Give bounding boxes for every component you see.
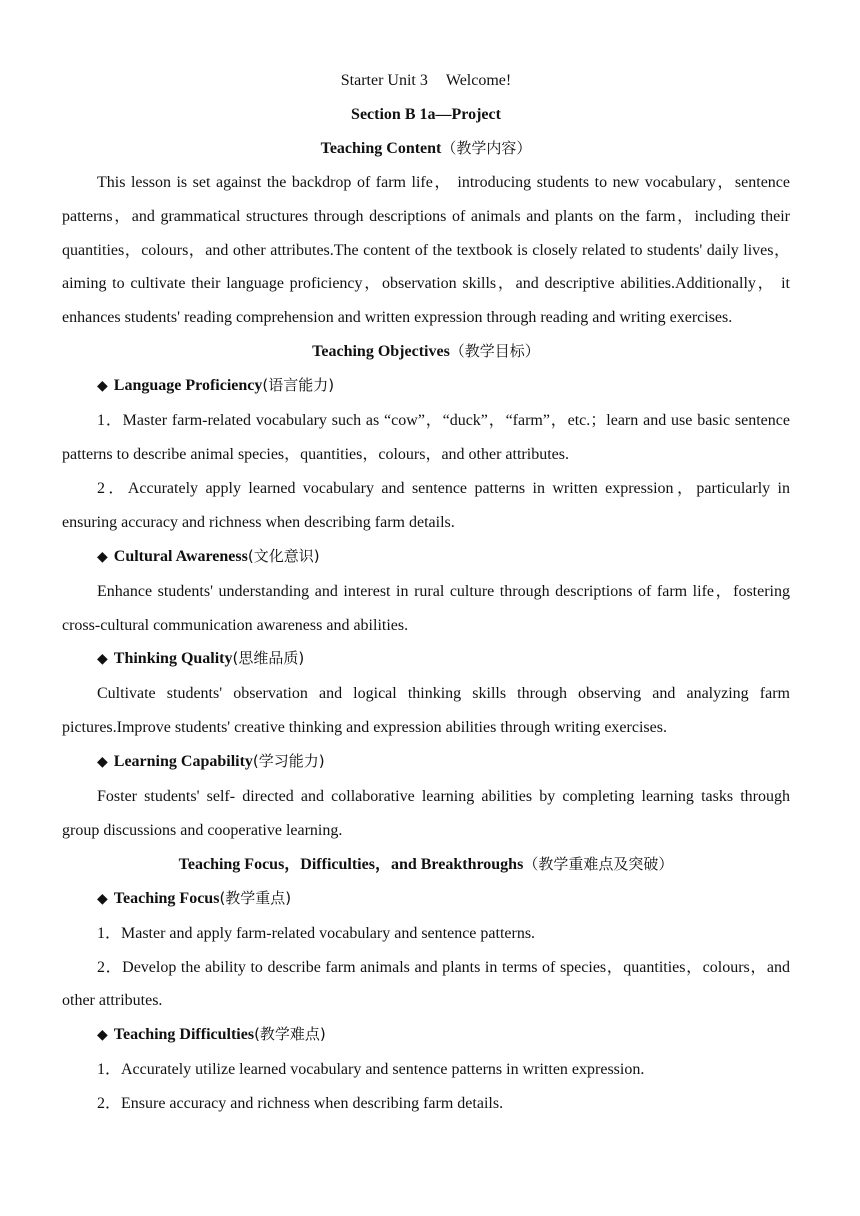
language-proficiency-title: Language Proficiency bbox=[113, 377, 263, 395]
learning-capability-title-cn: (学习能力) bbox=[252, 752, 325, 771]
focus-item-1: 1．Master and apply farm-related vocabulary and sentence patterns. bbox=[97, 924, 536, 942]
teaching-content-paragraph: This lesson is set against the backdrop of farm life， introducing students to new vocabulary，sentence patterns，and grammatical structures through descriptions of animals and plants on the farm，including their quantities，colours，and other attributes.The content of the textbook is closely related to students' daily lives，aiming to cultivate their language proficiency，observation skills，and descriptive abilities.Additionally， it enhances students' reading comprehension and written expression through reading and writing exercises. bbox=[62, 173, 790, 327]
diamond-bullet-icon: ◆ bbox=[97, 754, 108, 771]
thinking-quality-title: Thinking Quality bbox=[113, 650, 233, 668]
cultural-awareness-text: Enhance students' understanding and interest in rural culture through descriptions of farm life，fostering cross-cultural communication awareness and abilities. bbox=[62, 582, 790, 634]
difficulties-item-1: 1．Accurately utilize learned vocabulary and sentence patterns in written expression. bbox=[97, 1061, 645, 1079]
focus-item-2: 2．Develop the ability to describe farm animals and plants in terms of species，quantities，colours，and other attributes. bbox=[62, 958, 790, 1010]
cultural-awareness-title-cn: (文化意识) bbox=[247, 546, 320, 565]
section-title: Section B 1a—Project bbox=[351, 105, 501, 123]
learning-capability-heading bbox=[62, 745, 790, 780]
cultural-awareness-heading bbox=[62, 540, 790, 575]
teaching-content-heading-en: Teaching Content bbox=[320, 139, 442, 157]
thinking-quality-heading bbox=[62, 642, 790, 677]
language-proficiency-heading bbox=[62, 369, 790, 404]
teaching-content-heading-cn: （教学内容） bbox=[441, 138, 532, 157]
thinking-quality-text: Cultivate students' observation and logical thinking skills through observing and analyzing farm pictures.Improve students' creative thinking and expression abilities through writing exercises. bbox=[62, 685, 790, 737]
thinking-quality-title-cn: (思维品质) bbox=[232, 649, 305, 668]
focus-section-heading-en: Teaching Focus，Difficulties，and Breakthroughs bbox=[178, 855, 524, 873]
focus-section-heading bbox=[62, 848, 790, 882]
language-item-2: 2．Accurately apply learned vocabulary and sentence patterns in written expression，particularly in ensuring accuracy and richness when describing farm details. bbox=[62, 479, 790, 531]
teaching-focus-title: Teaching Focus bbox=[113, 889, 220, 907]
learning-capability-title: Learning Capability bbox=[113, 753, 253, 771]
unit-title bbox=[62, 64, 790, 98]
diamond-bullet-icon: ◆ bbox=[97, 548, 108, 565]
diamond-bullet-icon: ◆ bbox=[97, 890, 108, 907]
diamond-bullet-icon: ◆ bbox=[97, 1027, 108, 1044]
learning-capability-text: Foster students' self- directed and collaborative learning abilities by completing learning tasks through group discussions and cooperative learning. bbox=[62, 788, 790, 839]
teaching-focus-title-cn: (教学重点) bbox=[219, 888, 292, 907]
cultural-awareness-title: Cultural Awareness bbox=[113, 547, 248, 565]
teaching-difficulties-title-cn: (教学难点) bbox=[254, 1025, 326, 1044]
teaching-objectives-heading-en: Teaching Objectives bbox=[312, 343, 450, 361]
diamond-bullet-icon: ◆ bbox=[97, 378, 108, 395]
focus-section-heading-cn: （教学重难点及突破） bbox=[523, 854, 674, 873]
teaching-objectives-heading bbox=[62, 335, 790, 369]
language-proficiency-title-cn: (语言能力) bbox=[262, 376, 335, 395]
diamond-bullet-icon: ◆ bbox=[97, 651, 108, 668]
unit-label: Starter Unit 3 bbox=[340, 72, 428, 89]
welcome-label: Welcome! bbox=[445, 72, 512, 89]
teaching-difficulties-heading bbox=[62, 1018, 790, 1053]
teaching-focus-heading bbox=[62, 882, 790, 917]
teaching-objectives-heading-cn: （教学目标） bbox=[449, 342, 540, 361]
teaching-content-heading bbox=[62, 132, 790, 166]
document-page bbox=[62, 64, 790, 1121]
teaching-difficulties-title: Teaching Difficulties bbox=[113, 1026, 255, 1044]
language-item-1: 1．Master farm-related vocabulary such as “cow”，“duck”，“farm”，etc.；learn and use basic sentence patterns to describe animal species，quantities，colours，and other attributes. bbox=[62, 412, 790, 463]
difficulties-item-2: 2．Ensure accuracy and richness when describing farm details. bbox=[97, 1095, 504, 1113]
